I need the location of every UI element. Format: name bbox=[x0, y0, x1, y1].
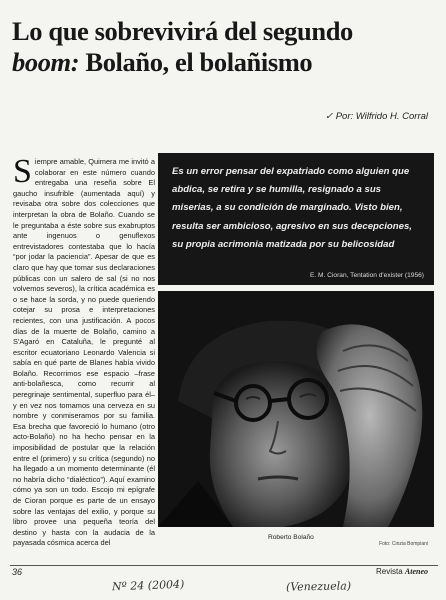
pull-quote-box bbox=[158, 153, 434, 285]
title-line-2-rest: Bolaño, el bolañismo bbox=[79, 47, 313, 77]
journal-title: Ateneo bbox=[404, 567, 428, 576]
body-text: iempre amable, Quimera me invitó a colaborar en este número cuando entregaba una reseña sobre El gaucho insufrible (aumentada aquí) y revisaba otra sobre dos colecciones que interpretan la obra de Bolaño. Cuando se le preguntaba a éste sobre sus exabruptos ante ingenuos o genuflexos entrevistadores contestaba que lo hacía “por jodar la paciencia”. Apesar de que es claro que hay que tomar sus declaraciones públicas con un salero de sal (si no nos volvemos severos), la crítica académica es o se hace la sorda, y no puede queriendo cotejar su prosa e interpretaciones recientes, con una justificación. A pocos días de la muerte de Bolaño, camino a S'Agaró en Cataluña, le pregunté al escritor ecuatoriano Leonardo Valencia si sabía en qué parte de Blanes había vivido Bolaño. Recorrimos ese espacio –frase anti-bolañesca, como recurrir al peregrinaje sentimental, superfluo para él– y en vez nos tomamos una cerveza en su nombre y conmiseramos por su familia. Esa brecha que favoreció lo humano (otro acto-Bolaño) no ha hecho pensar en la imposibilidad de postular que la relación entre el (primero) y su crítica (segundo) no ha llegado a un momento determinante (él no habría dicho “dialéctico”). Aquí examino cómo ya son un todo. Escojo mi epígrafe de Cioran porque es parte de un ensayo sobre las ventajas del exilio, y porque su libro provee una pequeña teoría del destino y hasta con la audacia de la payasada cósmica acerca del bbox=[13, 157, 155, 548]
byline: ✓ Por: Wilfrido H. Corral bbox=[325, 111, 428, 122]
page-number: 36 bbox=[12, 567, 23, 577]
portrait-image bbox=[158, 291, 434, 527]
handwritten-country-note: (Venezuela) bbox=[285, 579, 352, 594]
drop-cap: S bbox=[13, 153, 32, 190]
title-boom-italic: boom: bbox=[12, 47, 80, 77]
pull-quote-text: Es un error pensar del expatriado como alguien que abdica, se retira y se humilla, resignado a sus miserias, a su condición de marginado. Visto bien, resulta ser ambicioso, agresivo en sus decepciones, su propia acrimonia matizada por su belicosidad bbox=[172, 166, 412, 250]
journal-name bbox=[376, 567, 428, 576]
footer-rule bbox=[10, 565, 438, 566]
title-line-2 bbox=[12, 47, 437, 78]
body-column bbox=[13, 153, 155, 549]
handwritten-issue-note: Nº 24 (2004) bbox=[111, 577, 185, 594]
photo-credit: Foto: Cinzia Bompiani bbox=[379, 541, 428, 547]
photo-caption: Roberto Bolaño bbox=[268, 534, 314, 541]
author-photo bbox=[158, 291, 434, 527]
article-title bbox=[12, 16, 437, 78]
pull-quote-source: E. M. Cioran, Tentation d'exister (1956) bbox=[309, 272, 424, 279]
title-line-1: Lo que sobrevivirá del segundo bbox=[12, 16, 353, 46]
journal-prefix: Revista bbox=[375, 567, 405, 576]
